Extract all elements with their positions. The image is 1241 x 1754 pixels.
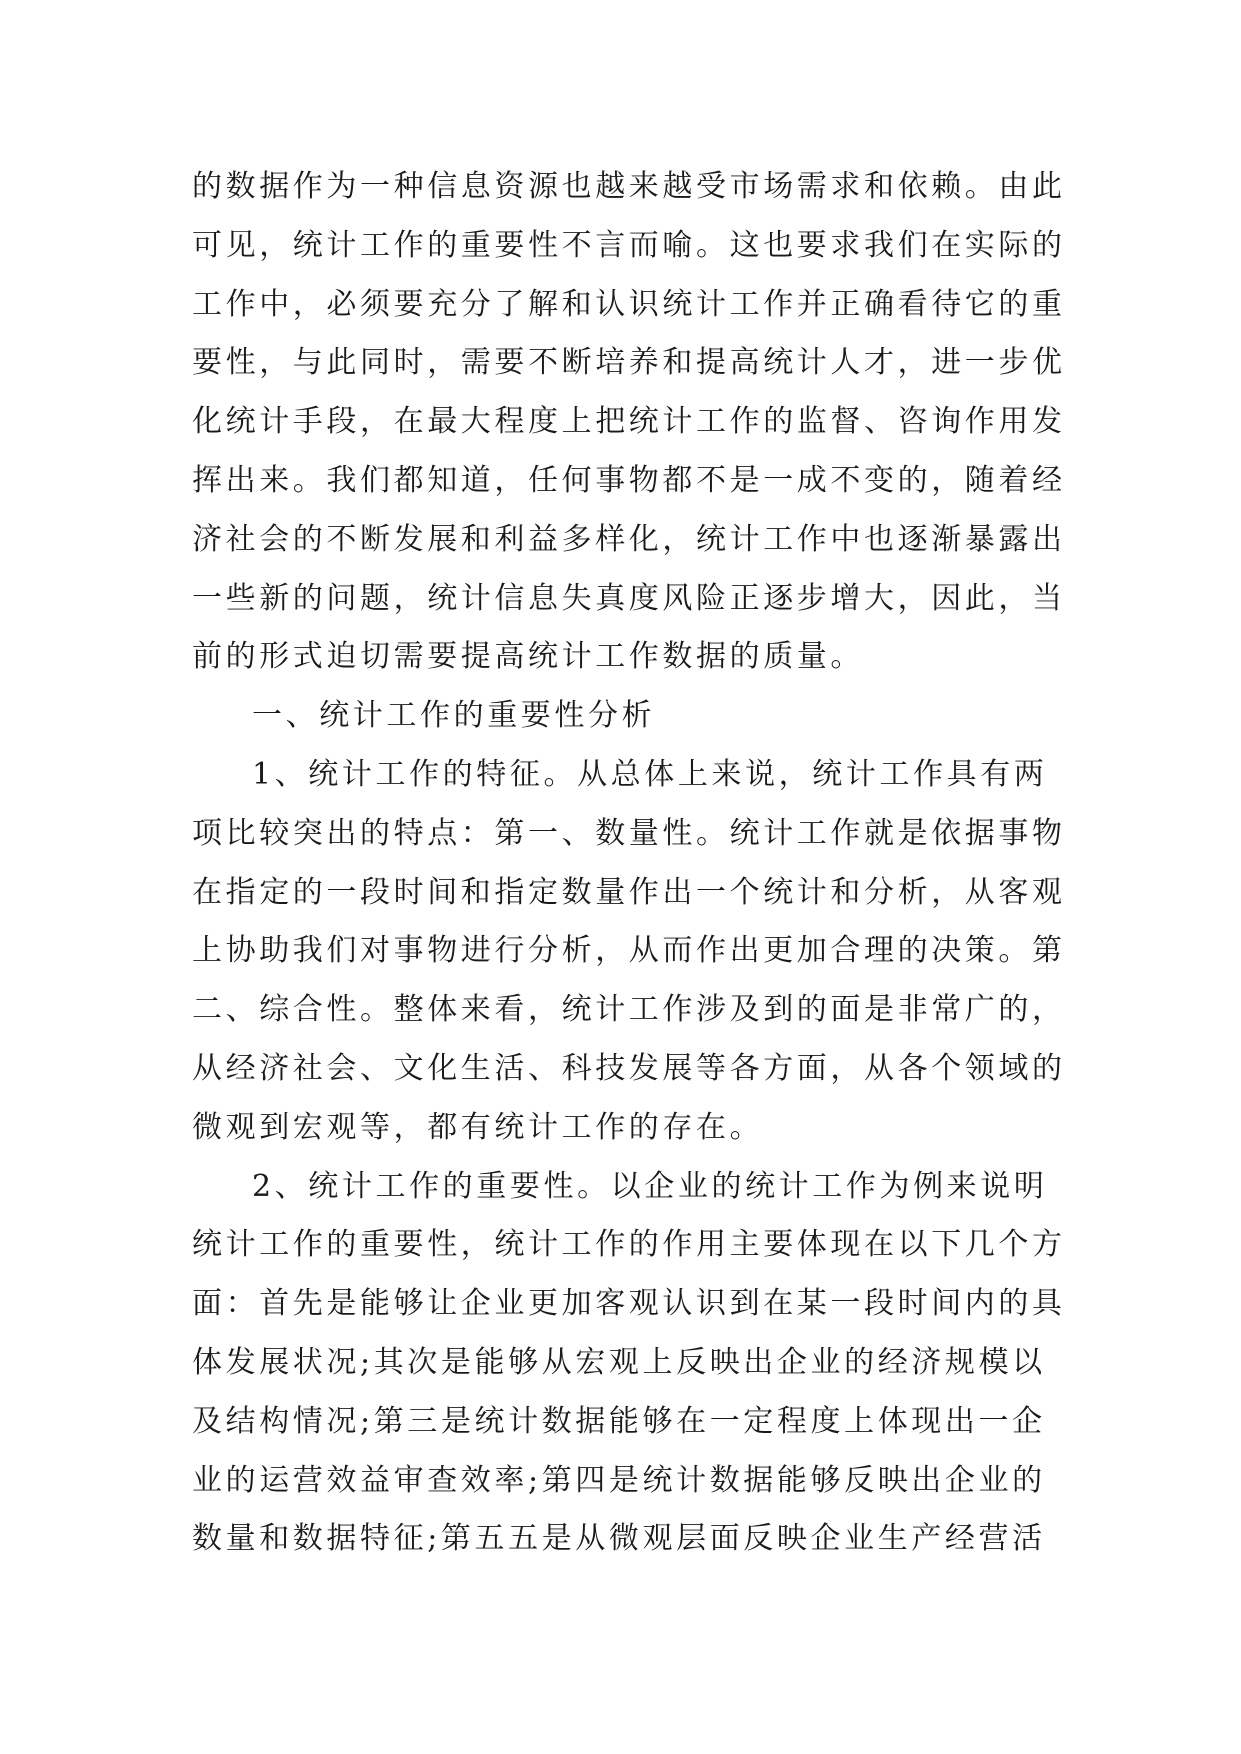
text-line: 1、统计工作的特征。从总体上来说，统计工作具有两	[252, 756, 1048, 792]
text-line: 项比较突出的特点：第一、数量性。统计工作就是依据事物	[192, 815, 1066, 851]
text-line: 面：首先是能够让企业更加客观认识到在某一段时间内的具	[192, 1286, 1066, 1322]
text-line: 一些新的问题，统计信息失真度风险正逐步增大，因此，当	[192, 580, 1066, 616]
text-line: 2、统计工作的重要性。以企业的统计工作为例来说明	[252, 1168, 1048, 1204]
text-line: 及结构情况;第三是统计数据能够在一定程度上体现出一企	[192, 1403, 1046, 1439]
text-line: 统计工作的重要性，统计工作的作用主要体现在以下几个方	[192, 1227, 1066, 1263]
text-line: 前的形式迫切需要提高统计工作数据的质量。	[192, 639, 864, 675]
text-line: 工作中，必须要充分了解和认识统计工作并正确看待它的重	[192, 286, 1066, 322]
text-line: 数量和数据特征;第五五是从微观层面反映企业生产经营活	[192, 1521, 1046, 1557]
text-line: 济社会的不断发展和利益多样化，统计工作中也逐渐暴露出	[192, 521, 1066, 557]
document-body	[192, 158, 1066, 1569]
text-line: 体发展状况;其次是能够从宏观上反映出企业的经济规模以	[192, 1344, 1046, 1380]
text-line: 业的运营效益审查效率;第四是统计数据能够反映出企业的	[192, 1462, 1046, 1498]
section-heading: 一、统计工作的重要性分析	[252, 698, 656, 734]
text-line: 可见，统计工作的重要性不言而喻。这也要求我们在实际的	[192, 227, 1066, 263]
text-line: 的数据作为一种信息资源也越来越受市场需求和依赖。由此	[192, 169, 1066, 204]
text-line: 二、综合性。整体来看，统计工作涉及到的面是非常广的，	[192, 992, 1066, 1028]
text-line: 化统计手段，在最大程度上把统计工作的监督、咨询作用发	[192, 404, 1066, 440]
text-line: 在指定的一段时间和指定数量作出一个统计和分析，从客观	[192, 874, 1066, 910]
text-line: 上协助我们对事物进行分析，从而作出更加合理的决策。第	[192, 933, 1066, 969]
text-line: 微观到宏观等，都有统计工作的存在。	[192, 1109, 764, 1145]
text-line: 要性，与此同时，需要不断培养和提高统计人才，进一步优	[192, 345, 1066, 381]
text-line: 从经济社会、文化生活、科技发展等各方面，从各个领域的	[192, 1050, 1066, 1086]
text-line: 挥出来。我们都知道，任何事物都不是一成不变的，随着经	[192, 462, 1066, 498]
